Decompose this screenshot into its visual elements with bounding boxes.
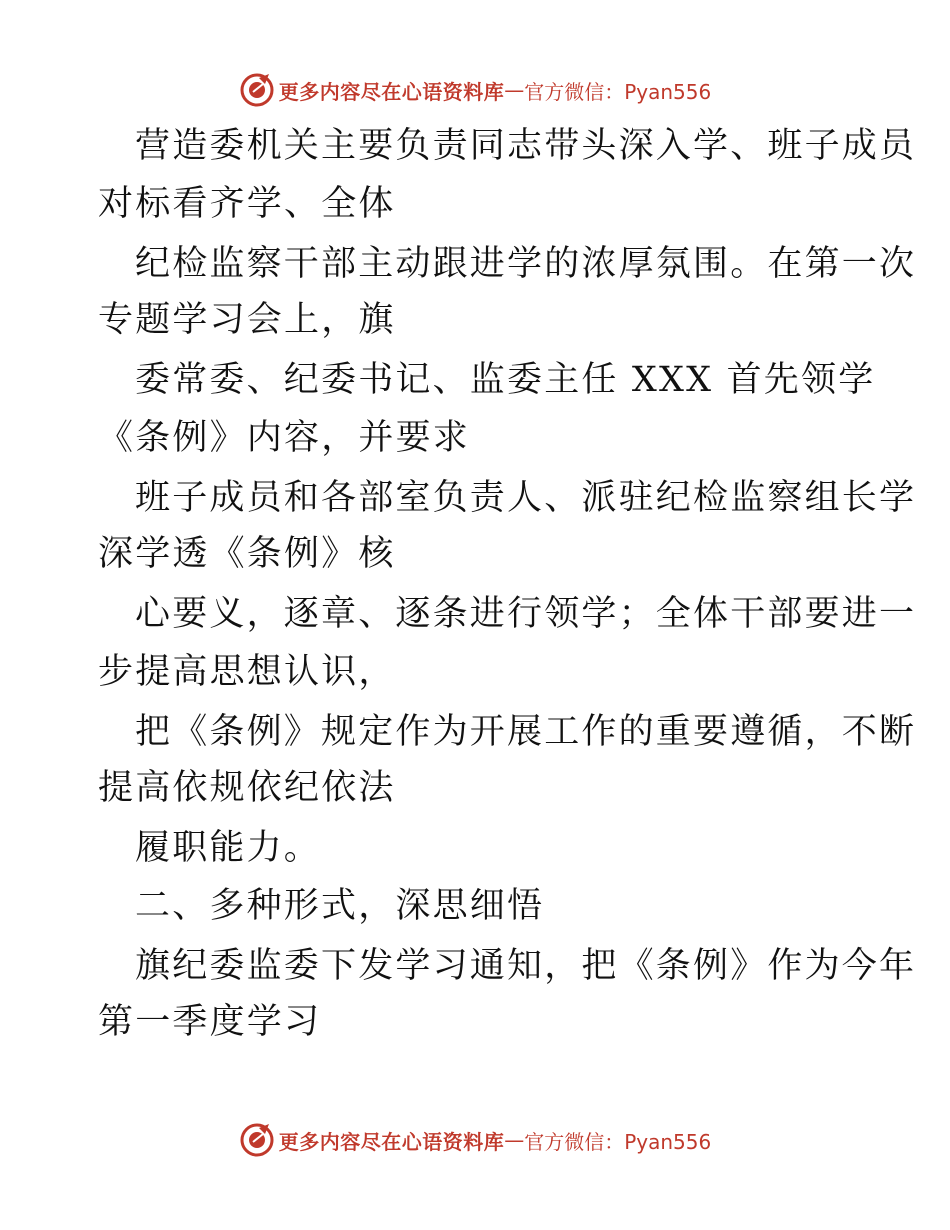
banner-separator: — [504, 1128, 525, 1152]
body-line: 提高依规依纪依法 [98, 768, 396, 808]
body-line: 班子成员和各部室负责人、派驻纪检监察组长学 [135, 478, 917, 518]
body-line: 纪检监察干部主动跟进学的浓厚氛围。在第一次 [135, 244, 917, 284]
footer-banner [0, 1120, 950, 1160]
body-line: 委常委、纪委书记、监委主任 XXX 首先领学 [135, 360, 876, 400]
body-line: 深学透《条例》核 [98, 534, 396, 574]
body-line: 步提高思想认识， [98, 652, 396, 692]
body-line: 履职能力。 [135, 828, 322, 868]
banner-separator: — [504, 78, 525, 102]
banner-title: 更多内容尽在心语资料库 [278, 79, 505, 104]
section-heading: 二、多种形式，深思细悟 [135, 886, 545, 926]
body-line: 第一季度学习 [98, 1002, 322, 1042]
banner-wechat: 官方微信：Pyan556 [524, 79, 712, 104]
body-line: 旗纪委监委下发学习通知，把《条例》作为今年 [135, 946, 917, 986]
banner-title: 更多内容尽在心语资料库 [278, 1129, 505, 1154]
header-banner [0, 70, 950, 110]
body-line: 对标看齐学、全体 [98, 184, 396, 224]
brand-logo-icon [239, 72, 275, 108]
body-line: 心要义，逐章、逐条进行领学；全体干部要进一 [135, 594, 917, 634]
body-line: 营造委机关主要负责同志带头深入学、班子成员 [135, 126, 917, 166]
brand-logo-icon [239, 1122, 275, 1158]
body-line: 把《条例》规定作为开展工作的重要遵循，不断 [135, 712, 917, 752]
banner-wechat: 官方微信：Pyan556 [524, 1129, 712, 1154]
body-line: 《条例》内容，并要求 [98, 418, 471, 458]
body-line: 专题学习会上，旗 [98, 300, 396, 340]
